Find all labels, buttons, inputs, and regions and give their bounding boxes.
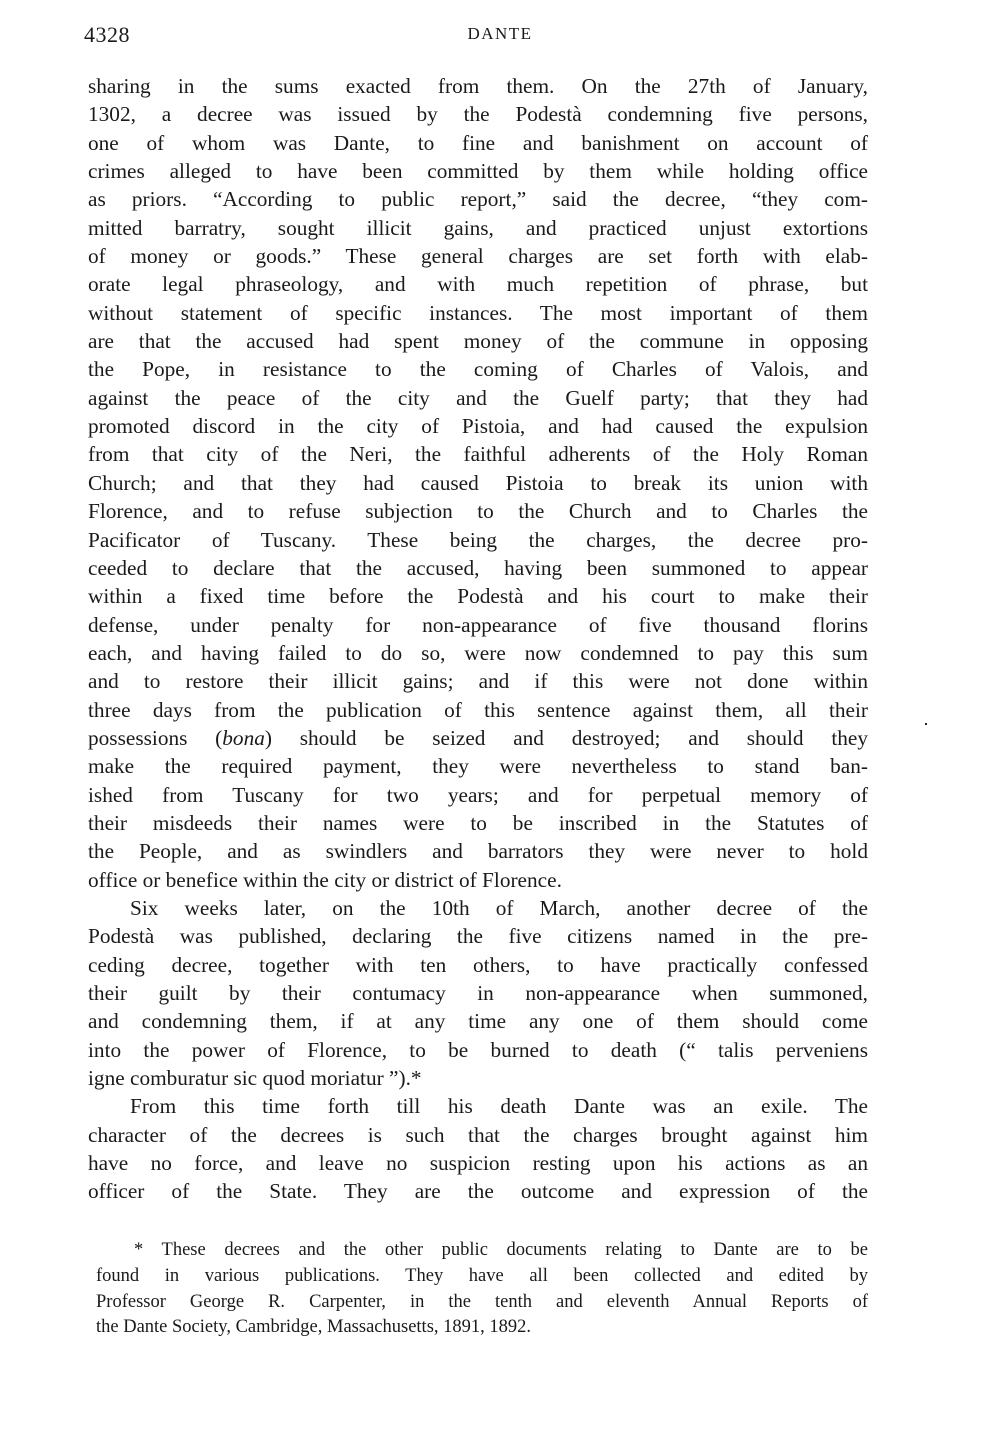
text-line: are that the accused had spent money of the commune in opposing <box>88 329 868 354</box>
text-line: make the required payment, they were nevertheless to stand ban- <box>88 754 868 779</box>
text-line: Podestà was published, declaring the five citizens named in the pre- <box>88 924 868 949</box>
text-line: from that city of the Neri, the faithful adherents of the Holy Roman <box>88 442 868 467</box>
paragraph-start-line: From this time forth till his death Dante was an exile. The <box>130 1094 868 1119</box>
footnote-line: the Dante Society, Cambridge, Massachusetts, 1891, 1892. <box>96 1317 532 1338</box>
body-text <box>88 72 868 1206</box>
paragraph-start-line: Six weeks later, on the 10th of March, another decree of the <box>130 895 868 920</box>
text-line: crimes alleged to have been committed by them while holding office <box>88 159 868 184</box>
text-line: and condemning them, if at any time any one of them should come <box>88 1009 868 1034</box>
page-number: 4328 <box>84 22 130 47</box>
text-line: into the power of Florence, to be burned to death (“ talis perveniens <box>88 1037 868 1062</box>
paragraph-end-line: igne comburatur sic quod moriatur ”).* <box>88 1066 422 1091</box>
footnote-line: Professor George R. Carpenter, in the tenth and eleventh Annual Reports of <box>96 1291 868 1312</box>
text-line: three days from the publication of this sentence against them, all their <box>88 697 868 722</box>
text-line: character of the decrees is such that the charges brought against him <box>88 1122 868 1147</box>
text-line: sharing in the sums exacted from them. On the 27th of January, <box>88 74 868 98</box>
margin-speck <box>925 723 927 725</box>
text-line: within a fixed time before the Podestà and his court to make their <box>88 584 868 609</box>
text-line: mitted barratry, sought illicit gains, and practiced unjust extortions <box>88 215 868 240</box>
text-line: ceeded to declare that the accused, having been summoned to appear <box>88 555 868 580</box>
text-line: their guilt by their contumacy in non-appearance when summoned, <box>88 981 868 1005</box>
footnote-line: found in various publications. They have all been collected and edited by <box>96 1265 868 1286</box>
text-line: Florence, and to refuse subjection to the Church and to Charles the <box>88 499 868 524</box>
text-line: ished from Tuscany for two years; and for perpetual memory of <box>88 782 868 807</box>
text-line: defense, under penalty for non-appearance of five thousand florins <box>88 612 868 637</box>
paragraph-end-line: office or benefice within the city or district of Florence. <box>88 867 562 892</box>
text-line: each, and having failed to do so, were now condemned to pay this sum <box>88 640 868 665</box>
text-line: against the peace of the city and the Guelf party; that they had <box>88 385 868 410</box>
footnote-line: * These decrees and the other public documents relating to Dante are to be <box>134 1240 868 1260</box>
text-line: possessions (bona) should be seized and destroyed; and should they <box>88 725 868 750</box>
text-line: 1302, a decree was issued by the Podestà condemning five persons, <box>88 102 868 127</box>
text-line: Church; and that they had caused Pistoia to break its union with <box>88 470 868 495</box>
text-line: without statement of specific instances. The most important of them <box>88 300 868 325</box>
footnote <box>96 1238 868 1341</box>
text-line: as priors. “According to public report,” said the decree, “they com- <box>88 187 868 212</box>
text-line: the People, and as swindlers and barrators they were never to hold <box>88 839 868 864</box>
text-line: officer of the State. They are the outcome and expression of the <box>88 1179 868 1204</box>
text-line: of money or goods.” These general charges are set forth with elab- <box>88 244 868 269</box>
text-line: have no force, and leave no suspicion resting upon his actions as an <box>88 1151 868 1176</box>
text-line: promoted discord in the city of Pistoia, and had caused the expulsion <box>88 414 868 439</box>
text-line: their misdeeds their names were to be inscribed in the Statutes of <box>88 810 868 835</box>
text-line: ceding decree, together with ten others, to have practically confessed <box>88 952 868 977</box>
text-line: orate legal phraseology, and with much repetition of phrase, but <box>88 272 868 297</box>
italic-term: bona <box>222 725 265 750</box>
text-line: and to restore their illicit gains; and if this were not done within <box>88 669 868 694</box>
text-line: the Pope, in resistance to the coming of Charles of Valois, and <box>88 357 868 382</box>
text-line: Pacificator of Tuscany. These being the charges, the decree pro- <box>88 527 868 552</box>
running-head: DANTE <box>467 24 533 43</box>
text-line: one of whom was Dante, to fine and banishment on account of <box>88 130 868 155</box>
